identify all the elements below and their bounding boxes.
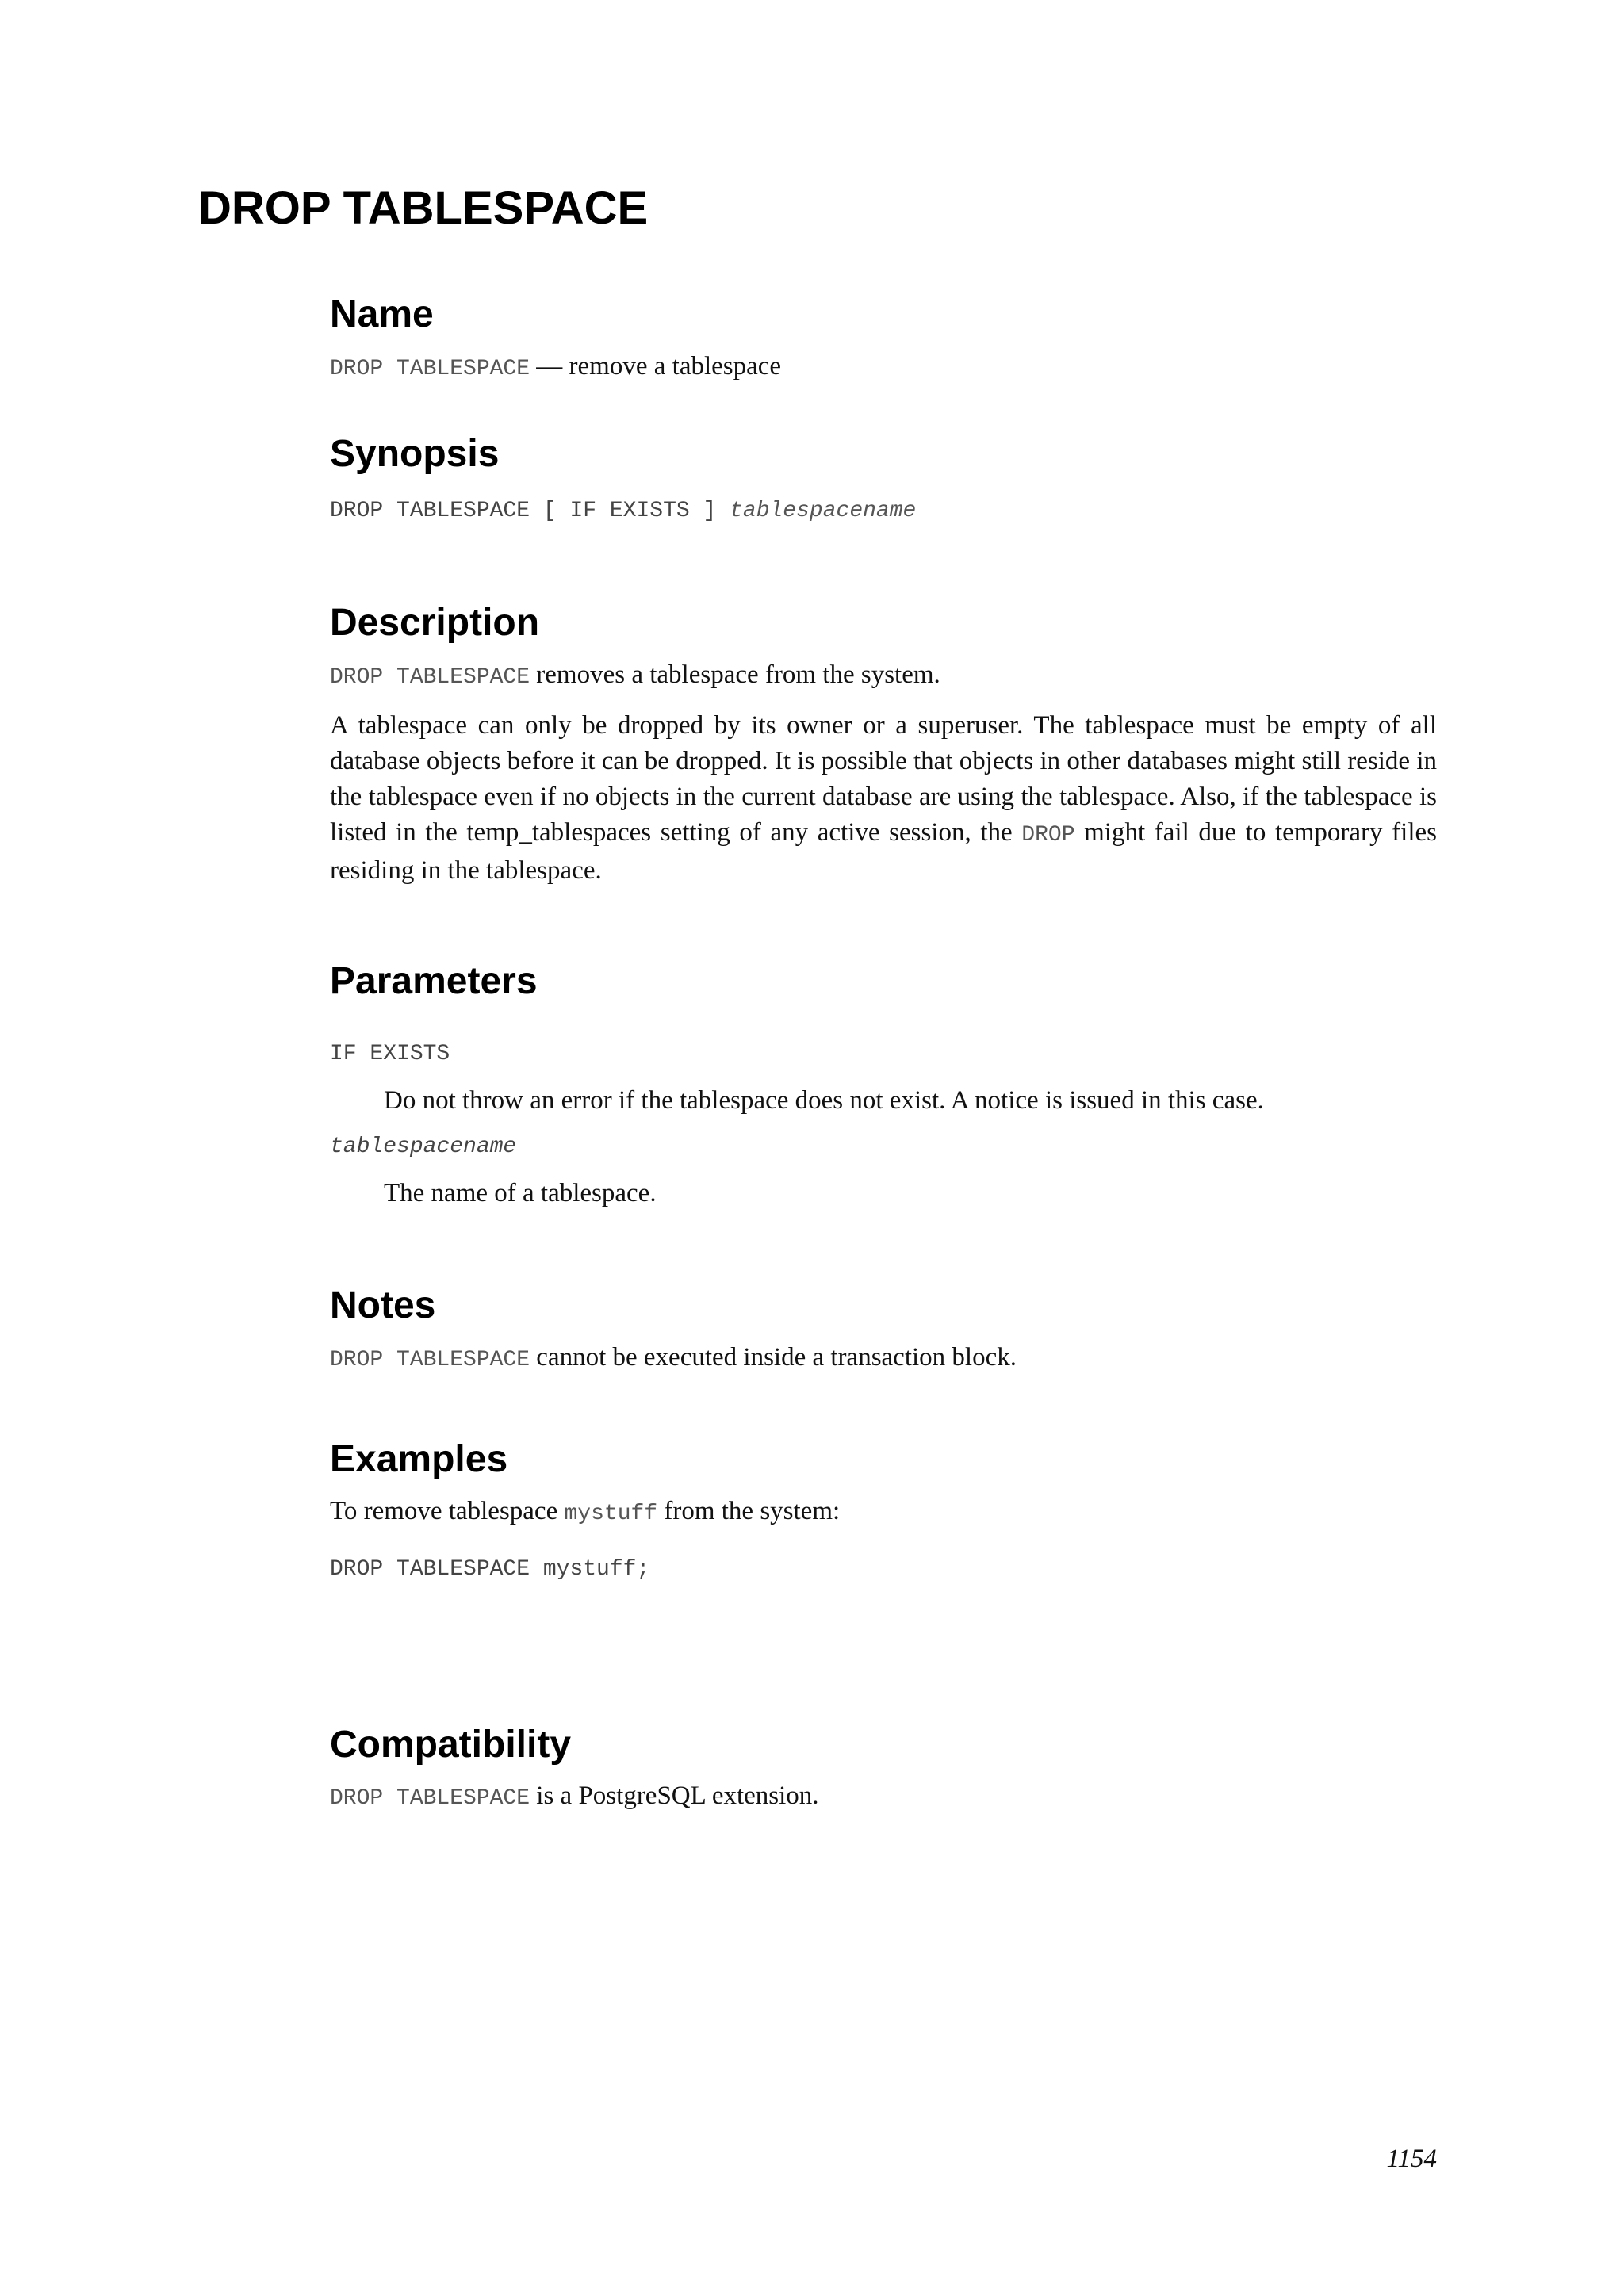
name-summary: — remove a tablespace [530,351,782,381]
examples-intro-code: mystuff [564,1501,658,1526]
section-examples [330,1437,1437,1586]
content-body [330,292,1437,1816]
param-def-tablespacename: The name of a tablespace. [384,1179,657,1208]
description-p2-code: DROP [1021,822,1075,848]
section-heading-synopsis: Synopsis [330,432,500,475]
synopsis-code [330,496,1437,527]
param-term-if-exists: IF EXISTS [330,1042,450,1067]
param-def-if-exists: Do not throw an error if the tablespace does not exist. A notice is issued in this case. [384,1086,1264,1115]
synopsis-command: DROP TABLESPACE [ IF EXISTS ] [330,499,730,524]
section-heading-description: Description [330,602,540,645]
description-p2-text-b: might fail due to temporary files residing in the tablespace. [330,817,1437,885]
notes-cmd: DROP TABLESPACE [330,1347,530,1372]
section-heading-examples: Examples [330,1437,508,1480]
description-p2-text-a: A tablespace can only be dropped by its owner or a superuser. The tablespace must be empty of all database objects before it can be dropped. It is possible that objects in other databases might still reside in the tablespace even if no objects in the current database are using the tablespace. Also, if the tablespace is listed in the temp_tablespaces setting of any active session, the [330,710,1437,847]
section-heading-compatibility: Compatibility [330,1723,572,1766]
page-title: DROP TABLESPACE [198,182,649,234]
description-p2 [330,708,1437,889]
examples-intro-a: To remove tablespace [330,1496,565,1525]
example-code: DROP TABLESPACE mystuff; [330,1556,650,1582]
section-parameters [330,959,1437,1212]
examples-intro-b: from the system: [657,1496,841,1525]
section-compatibility [330,1722,1437,1817]
section-name [330,292,1437,387]
synopsis-param: tablespacename [730,499,917,524]
section-heading-name: Name [330,293,434,335]
examples-intro [330,1494,1437,1532]
notes-rest: cannot be executed inside a transaction block. [530,1342,1017,1372]
section-description [330,600,1437,889]
description-cmd: DROP TABLESPACE [330,664,530,690]
compatibility-text [330,1778,1437,1816]
parameter-list [330,1039,1437,1211]
description-p1-text: removes a tablespace from the system. [530,660,940,689]
section-synopsis [330,431,1437,528]
command-name: DROP TABLESPACE [330,356,530,381]
notes-text [330,1340,1437,1378]
section-heading-notes: Notes [330,1284,436,1327]
description-p1 [330,657,1437,695]
name-line [330,349,1437,387]
page-number: 1154 [1386,2145,1437,2173]
compatibility-rest: is a PostgreSQL extension. [530,1781,819,1811]
section-heading-parameters: Parameters [330,959,538,1002]
param-term-tablespacename: tablespacename [330,1135,517,1160]
compatibility-cmd: DROP TABLESPACE [330,1786,530,1812]
section-notes [330,1283,1437,1378]
